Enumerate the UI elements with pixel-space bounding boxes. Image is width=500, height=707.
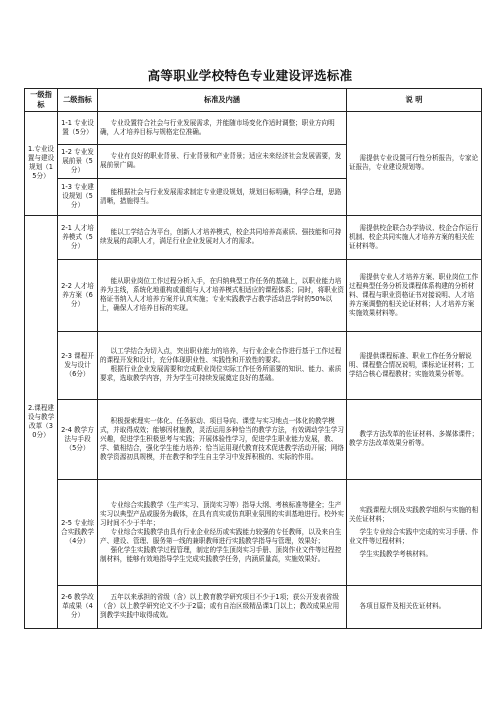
standards-table [24,88,482,629]
level2-cell: 2-6 教学改革成果（4分） [58,585,98,628]
standard-cell: 能以工学结合为平台，创新人才培养模式，校企共同培养高素质、强技能和可持续发展的高职人才，满足行业企业发展对人才的需求。 [98,215,347,259]
page-title: 高等职业学校特色专业建设评选标准 [147,68,353,83]
level2-cell: 1-2 专业发展前景（5分） [58,144,98,178]
level2-cell: 2-4 教学方法与手段（5分） [58,399,98,479]
table-header-row [25,89,482,112]
level1-cell: 2.课程建设与教学改革（30分） [25,215,58,628]
explanation-cell: 需提供课程标准、职业工作任务分解说明、课程整合情况说明，课标论证材料；工学结合核心课程教材；实施效果分析等。 [347,331,482,399]
explanation-cell: 需提供校企联合办学协议、校企合作运行机制、校企共同实施人才培养方案的相关佐证材料等。 [347,215,482,259]
standard-cell: 专业设置符合社会与行业发展需求，并能随市场变化作适时调整；职业方向明确，人才培养目标与规格定位准确。 [98,111,347,144]
standard-paragraph: 以工学结合为切入点，突出职业能力的培养，与行业企业合作进行基于工作过程的课程开发和设计，充分体现职业性、实践性和开放性的要求。 [100,347,342,365]
header-level2: 二级指标 [58,89,98,112]
explanation-cell: 需提供专业人才培养方案、职业岗位工作过程典型任务分析及课程体系构建的分析材料、课程与职业资格证书对接说明、人才培养方案调整的相关论证材料；人才培养方案实施效果材料等。 [347,259,482,331]
level2-cell: 1-3 专业建设规划（5分） [58,178,98,215]
table-row [25,259,482,331]
standard-paragraph: 强化学生实践教学过程管理，制定的学生顶岗实习手册、顶岗作业文件等过程控制材料，能够有效地指导学生完成实践教学任务，内涵质量高，实施效果好。 [100,546,342,564]
level2-cell: 2-3 课程开发与设计（6分） [58,331,98,399]
explanation-cell [347,479,482,585]
standard-cell [98,479,347,585]
standard-cell: 积极探索理实一体化、任务驱动、项目导向、课堂与实习地点一体化的教学模式，并取得成效；能够因材施教，灵活运用多种恰当的教学方法，有效调动学生学习兴趣，促进学生积极思考与实践；开展体验性学习，促进学生职业能力发展，教、学、做相结合，强化学生能力培养；恰当运用现代教育技术促进教学活动开展；网络教学资源初具规模，并在教学和学生自主学习中发挥积极的、实际的作用。 [98,399,347,479]
header-level1: 一级指标 [25,89,58,112]
standard-cell: 专业有良好的职业背景、行业背景和产业背景；适应未来经济社会发展需要，发展前景广阔。 [98,144,347,178]
header-standard: 标准及内涵 [98,89,347,112]
level2-cell: 2-1 人才培养模式（5分） [58,215,98,259]
level2-cell: 2-5 专业综合实践教学（4分） [58,479,98,585]
level2-cell: 1-1 专业设置（5分） [58,111,98,144]
explanation-paragraph: 实践课程大纲及实践教学组织与实施的相关佐证材料； [349,505,479,523]
table-row [25,399,482,479]
table-row [25,585,482,628]
table-row [25,111,482,144]
explanation-cell: 需提供专业设置可行性分析报告，专家论证报告，专业建设规划等。 [347,111,482,215]
explanation-paragraph: 学生专业综合实践中完成的实习手册、作业文件等过程材料； [349,527,479,545]
table-row [25,331,482,399]
standard-cell [98,331,347,399]
table-row [25,215,482,259]
level2-cell: 2-2 人才培养方案（6分） [58,259,98,331]
standard-cell: 能从职业岗位工作过程分析入手，在归纳典型工作任务的基础上，以职业能力培养为主线，系统化地重构或重组与人才培养模式相适应的课程体系；同时，将职业资格证书纳入人才培养方案并认真实施；专业实践教学占教学活动总学时的50%以上，确保人才培养目标的实现。 [98,259,347,331]
explanation-cell: 教学方法改革的佐证材料、多媒体课件；教学方法改革效果分析等。 [347,399,482,479]
standard-paragraph: 专业综合实践教学由具有行业企业经历或实践能力较强的专任教师，以及来自生产、建设、管理、服务第一线的兼职教师进行实践教学指导与管理，效果好； [100,527,342,545]
standard-cell: 五年以来承担的省级（含）以上教育教学研究项目不少于1项；获公开发表省级（含）以上教学研究论文不少于2篇；或有自治区级精品课1门以上；教改成果应用到教学实践中取得成效。 [98,585,347,628]
level1-cell: 1.专业设置与建设规划（15分） [25,111,58,215]
table-row [25,479,482,585]
standard-paragraph: 根据行业企业发展需要和完成职业岗位实际工作任务所需要的知识、能力、素质要求，选取教学内容，并为学生可持续发展奠定良好的基础。 [100,365,342,383]
standard-paragraph: 专业综合实践教学（生产实习、顶岗实习等）指导大纲、考核标准等健全；生产实习以典型产品或服务为载体，在具有真实或仿真职业氛围的实训基地进行。校外实习时间不少于半年； [100,500,344,527]
standard-cell: 能根据社会与行业发展需求制定专业建设规划，规划目标明确，科学合理，思路清晰，措施得当。 [98,178,347,215]
explanation-paragraph: 学生实践教学考核材料。 [359,550,433,559]
explanation-cell: 各项目原件及相关佐证材料。 [347,585,482,628]
header-explanation: 说 明 [347,89,482,112]
